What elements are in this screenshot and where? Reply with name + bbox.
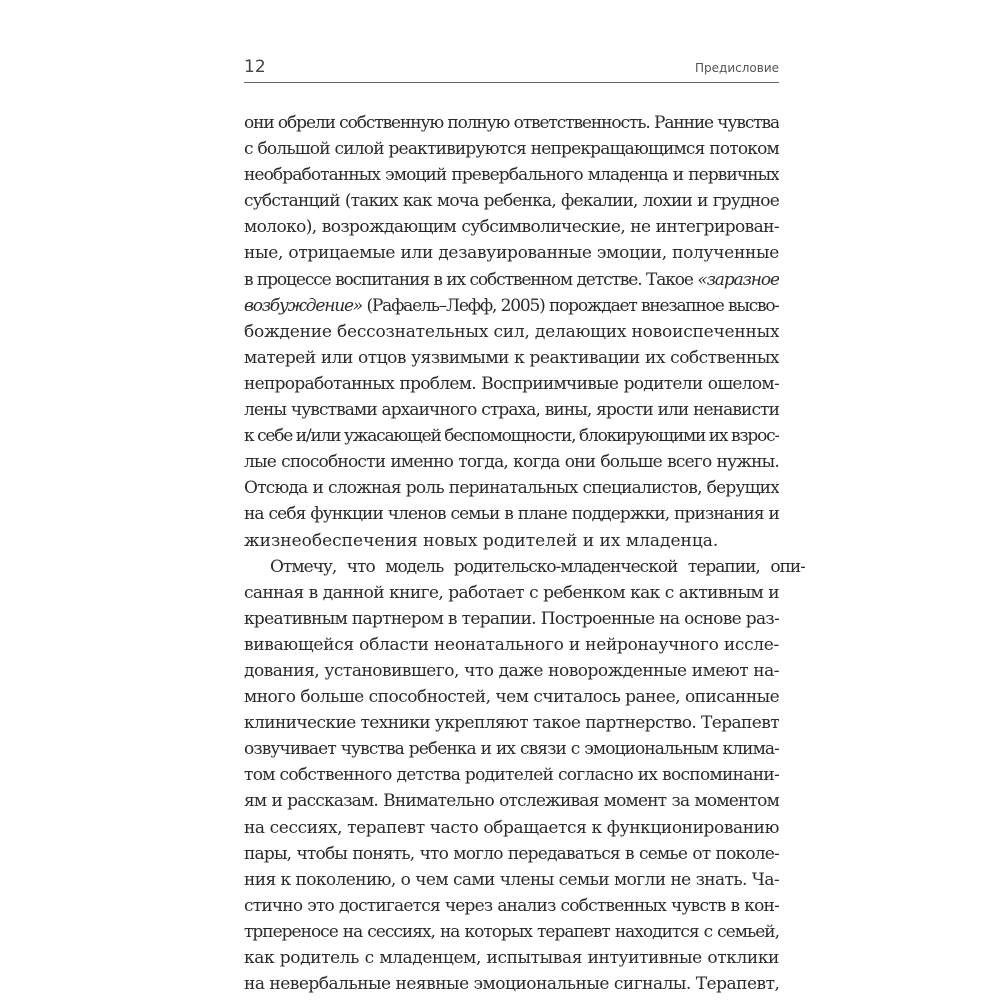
text-line: санная в данной книге, работает с ребенком как с активным и [244, 582, 779, 603]
text-line: субстанций (таких как моча ребенка, фекалии, лохии и грудное [244, 191, 779, 212]
body-text [244, 110, 805, 997]
text-line: лые способности именно тогда, когда они больше всего нужны. [244, 452, 779, 473]
text-line: озвучивает чувства ребенка и их связи с эмоциональным клима- [244, 739, 779, 760]
text-line: Отмечу, что модель родительско-младенческой терапии, опи- [270, 556, 805, 577]
text-line: необработанных эмоций превербального младенца и первичных [244, 165, 779, 186]
text-line: на невербальные неявные эмоциональные сигналы. Терапевт, [244, 974, 779, 995]
text-line: много больше способностей, чем считалось ранее, описанные [244, 687, 779, 708]
text-line: ям и рассказам. Внимательно отслеживая момент за моментом [244, 791, 779, 812]
text-fragment: (Рафаель–Лефф, 2005) порождает внезапное высво- [366, 295, 779, 316]
text-line: молоко), возрождающим субсимволические, не интегрирован- [244, 217, 779, 238]
text-line: на сессиях, терапевт часто обращается к функционированию [244, 817, 779, 838]
text-line: том собственного детства родителей согласно их воспоминани- [244, 765, 779, 786]
text-line: они обрели собственную полную ответственность. Ранние чувства [244, 113, 779, 133]
text-line: жизнеобеспечения новых родителей и их младенца. [244, 530, 719, 551]
text-fragment: в процессе воспитания в их собственном детстве. Такое [244, 269, 693, 290]
text-line: матерей или отцов уязвимыми к реактивации их собственных [244, 347, 779, 368]
text-line [244, 267, 779, 293]
text-line: к себе и/или ужасающей беспомощности, блокирующими их взрос- [244, 426, 779, 447]
text-line: трпереносе на сессиях, на которых терапевт находится с семьей, [244, 921, 779, 942]
text-line: Отсюда и сложная роль перинатальных специалистов, берущих [244, 478, 779, 499]
text-line: пары, чтобы понять, что могло передаваться в семье от поколе- [244, 843, 779, 864]
text-line: лены чувствами архаичного страха, вины, ярости или ненависти [244, 400, 779, 421]
text-line: непроработанных проблем. Восприимчивые родители ошелом- [244, 373, 779, 394]
paragraph-1 [244, 110, 779, 554]
running-head [244, 56, 779, 80]
paragraph-2 [244, 554, 805, 998]
text-line: стично это достигается через анализ собственных чувств в кон- [244, 895, 779, 916]
text-line: клинические техники укрепляют такое партнерство. Терапевт [244, 713, 779, 734]
text-line: бождение бессознательных сил, делающих новоиспеченных [244, 321, 779, 342]
italic-term: возбуждение» [244, 295, 363, 316]
text-line: дования, установившего, что даже новорожденные имеют на- [244, 660, 779, 681]
italic-term: «заразное [697, 269, 779, 290]
text-line: ния к поколению, о чем сами члены семьи могли не знать. Ча- [244, 869, 779, 890]
text-line: на себя функции членов семьи в плане поддержки, признания и [244, 504, 779, 525]
text-line [244, 293, 779, 319]
section-title: Предисловие [695, 61, 779, 75]
text-line: ные, отрицаемые или дезавуированные эмоции, полученные [244, 243, 779, 264]
text-line: как родитель с младенцем, испытывая интуитивные отклики [244, 948, 779, 968]
text-line: креативным партнером в терапии. Построенные на основе раз- [244, 608, 779, 629]
header-rule [244, 82, 779, 83]
text-line: с большой силой реактивируются непрекращающимся потоком [244, 139, 779, 160]
page-number: 12 [244, 57, 266, 77]
text-line: вивающейся области неонатального и нейронаучного иссле- [244, 634, 779, 655]
